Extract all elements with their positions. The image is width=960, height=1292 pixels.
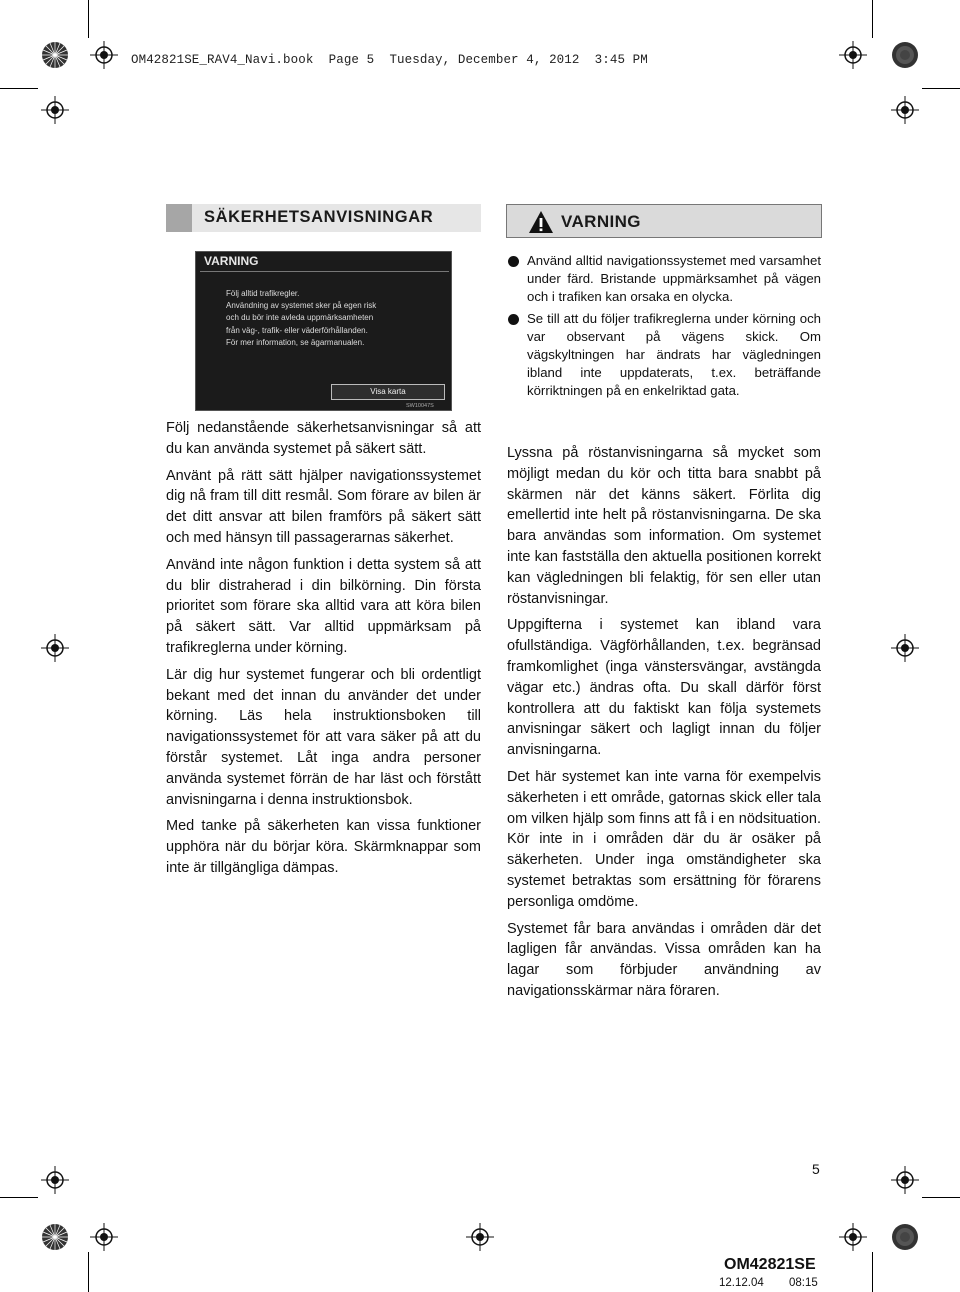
- crosshair-mark-icon: [465, 1222, 495, 1252]
- registration-mark-icon: [890, 40, 920, 70]
- paragraph: Det här systemet kan inte varna för exempelvis säkerheten i ett område, gatornas skick eller tala om vilken hjälp som finns att få i en nödsituation. Kör inte in i områden där du är osäker på säkerheten. Under inga omständigheter ska systemet betraktas som ersättning för förarens personliga omdöme.: [507, 768, 821, 910]
- trim-line-bottom-right: [872, 1252, 873, 1292]
- screen-message: [226, 288, 441, 349]
- screen-line: För mer information, se ägarmanualen.: [226, 337, 365, 347]
- paragraph: Systemet får bara användas i områden där det lagligen får användas. Vissa områden kan ha lagar som förbjuder användning av navigationsskärmar nära föraren.: [507, 920, 821, 999]
- warning-item: [507, 252, 821, 307]
- bullet-icon: [508, 256, 519, 267]
- crosshair-mark-icon: [40, 633, 70, 663]
- paragraph: Använd inte någon funktion i detta system så att du blir distraherad i din bilkörning. Din första prioritet som förare ska alltid vara att köra bilen på säkert sätt. Var alltid uppmärksam på trafikreglerna under körning.: [166, 556, 481, 656]
- registration-mark-icon: [40, 1222, 70, 1252]
- document-code: OM42821SE: [724, 1256, 816, 1273]
- screen-title: VARNING: [204, 254, 259, 268]
- paragraph: Följ nedanstående säkerhetsanvisningar så att du kan använda systemet på säkert sätt.: [166, 420, 481, 457]
- screen-line: Följ alltid trafikregler.: [226, 289, 300, 298]
- trim-line-top-right: [872, 0, 873, 38]
- warning-item-text: Använd alltid navigationssystemet med varsamhet under färd. Bristande uppmärksamhet på vägen och i trafiken kan orsaka en olycka.: [527, 253, 821, 305]
- screen-line: från väg-, trafik- eller väderförhållanden.: [226, 325, 368, 335]
- right-column: [507, 443, 821, 1008]
- crosshair-mark-icon: [890, 633, 920, 663]
- paragraph: Lär dig hur systemet fungerar och bli ordentligt bekant med det innan du använder det under körning. Läs hela instruktionsboken till navigationssystemet för att vara säker på att du förstår systemet. Låt inga andra personer använda systemet förrän de har läst och förstått anvisningarna i denna instruktionsbok.: [166, 666, 481, 808]
- warning-box: [506, 204, 822, 238]
- bullet-icon: [508, 314, 519, 325]
- paragraph: Använt på rätt sätt hjälper navigationssystemet dig nå fram till ditt resmål. Som förare av bilen är det ditt ansvar att bilen framförs på säkert sätt och med hänsyn till passagerarnas säkerhet.: [166, 467, 481, 546]
- registration-mark-icon: [890, 1222, 920, 1252]
- crosshair-mark-icon: [890, 95, 920, 125]
- crosshair-mark-icon: [838, 1222, 868, 1252]
- left-column: [166, 418, 481, 885]
- section-title: SÄKERHETSANVISNINGAR: [204, 208, 434, 226]
- document-date: 12.12.04: [719, 1277, 764, 1289]
- section-tab-marker: [166, 204, 192, 232]
- warning-label: VARNING: [561, 212, 641, 231]
- section-heading-bar: [166, 204, 481, 232]
- crosshair-mark-icon: [40, 1165, 70, 1195]
- show-map-button[interactable]: Visa karta: [331, 384, 445, 400]
- trim-line-right-bottom: [922, 1197, 960, 1198]
- warning-list: [507, 252, 821, 404]
- paragraph: Uppgifterna i systemet kan ibland vara ofullständiga. Vägförhållanden, t.ex. begränsad framkomlighet (inga vänstersvängar, avstängda vägar etc.) ändras ofta. Du skall därför först kontrollera att du faktiskt kan följa systemets anvisningar säkert och lagligt innan du följer anvisningarna.: [507, 617, 821, 759]
- trim-line-left-top: [0, 88, 38, 89]
- document-time: 08:15: [789, 1277, 818, 1289]
- navigation-warning-screen: [195, 251, 452, 411]
- trim-line-left-bottom: [0, 1197, 38, 1198]
- trim-line-top-left: [88, 0, 89, 38]
- registration-mark-icon: [40, 40, 70, 70]
- page-number: 5: [812, 1161, 820, 1177]
- screen-line: Användning av systemet sker på egen risk: [226, 301, 377, 311]
- crosshair-mark-icon: [890, 1165, 920, 1195]
- warning-item: [507, 310, 821, 401]
- screen-line: och du bör inte avleda uppmärksamheten: [226, 313, 374, 323]
- crosshair-mark-icon: [89, 1222, 119, 1252]
- crosshair-mark-icon: [89, 40, 119, 70]
- paragraph: Med tanke på säkerheten kan vissa funktioner upphöra när du börjar köra. Skärmknappar som inte är tillgängliga dämpas.: [166, 818, 481, 876]
- paragraph: Lyssna på röstanvisningarna så mycket som möjligt medan du kör och titta bara snabbt på skärmen när det känns säkert. Förlita dig emellertid inte helt på röstanvisningarna. De ska bara användas som information. Om systemet inte kan fastställa den aktuella positionen korrekt kan vägledningen bli felaktig, för sen eller utan röstanvisningar.: [507, 445, 821, 607]
- screen-image-code: SW10047S: [406, 403, 434, 409]
- book-info-header: OM42821SE_RAV4_Navi.book Page 5 Tuesday, December 4, 2012 3:45 PM: [131, 53, 648, 67]
- trim-line-bottom-left: [88, 1252, 89, 1292]
- crosshair-mark-icon: [838, 40, 868, 70]
- warning-triangle-icon: [528, 210, 554, 234]
- trim-line-right-top: [922, 88, 960, 89]
- crosshair-mark-icon: [40, 95, 70, 125]
- screen-divider: [200, 271, 449, 272]
- warning-item-text: Se till att du följer trafikreglerna under körning och var observant på vägens skick. Om vägskyltningen har ändrats har vägledningen ibland inte uppdaterats, t.ex. beträffande körriktningen på en enkelriktad gata.: [527, 310, 821, 399]
